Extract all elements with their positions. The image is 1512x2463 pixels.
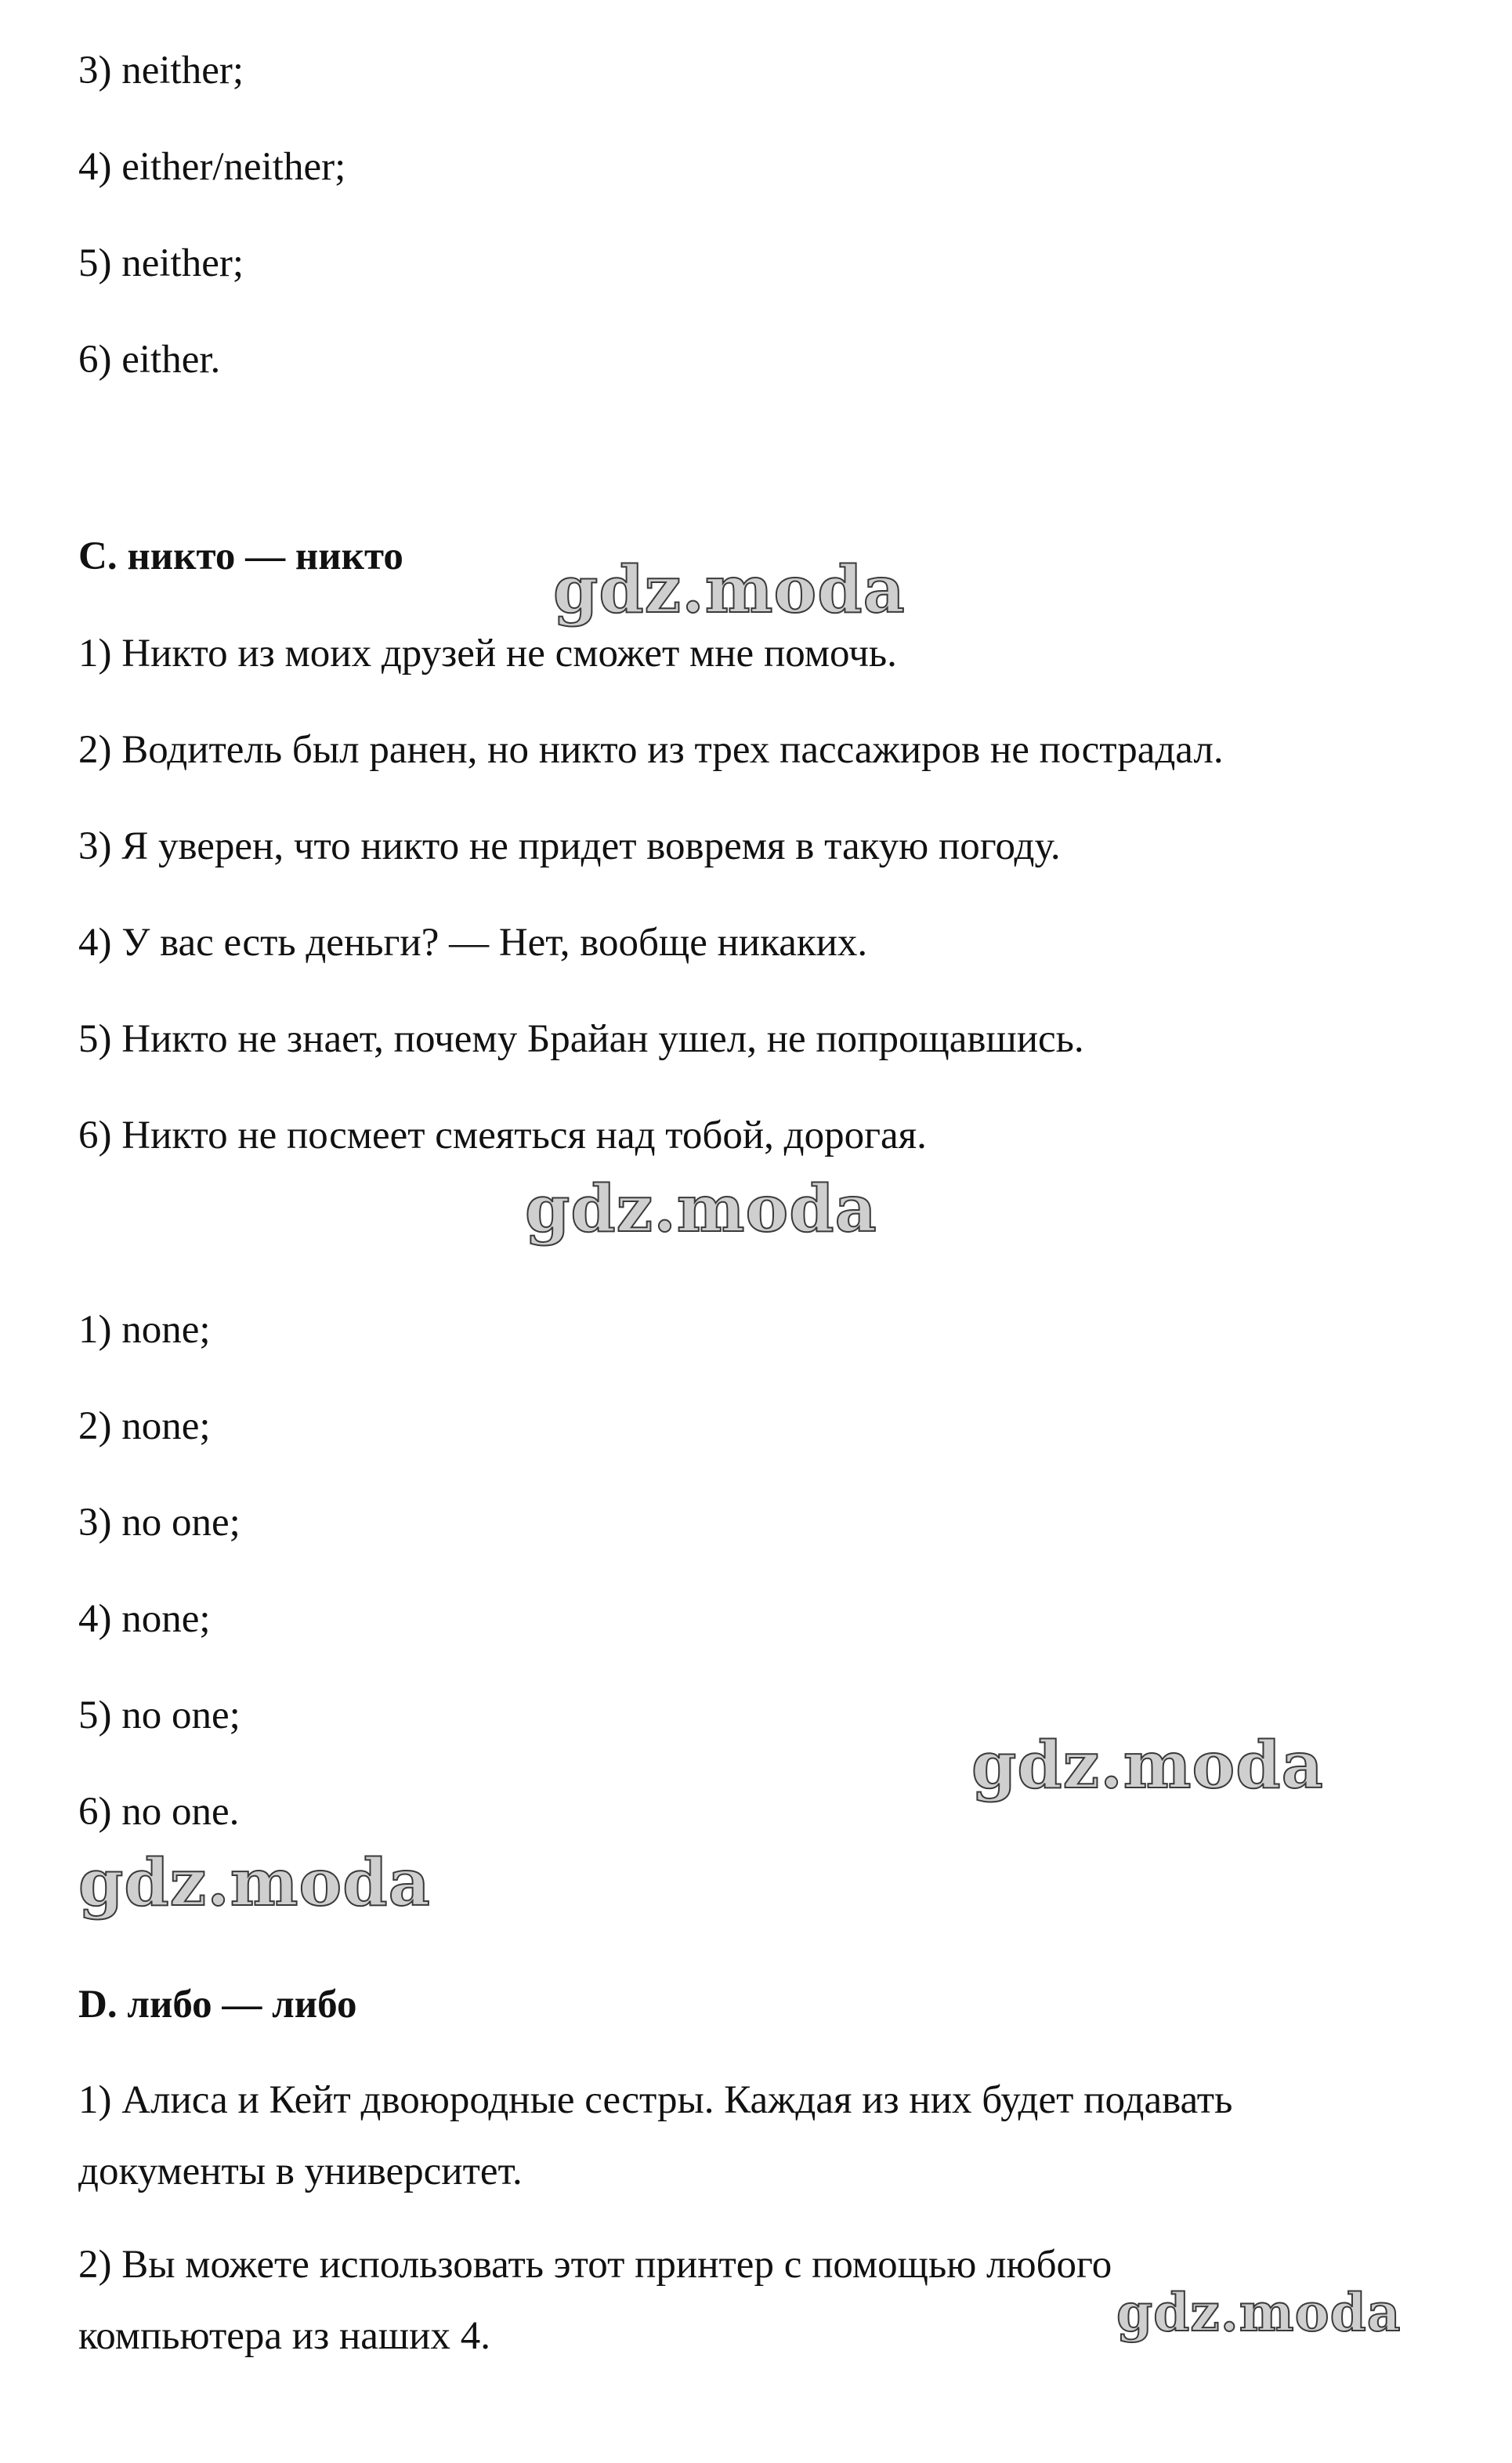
c-translation-2: 2) Водитель был ранен, но никто из трех пассажиров не пострадал. [78, 728, 1224, 772]
d-translation-1-line-1: 1) Алиса и Кейт двоюродные сестры. Каждая из них будет подавать [78, 2078, 1233, 2122]
watermark: gdz.moda [525, 1172, 877, 1247]
c-answer-3: 3) no one; [78, 1501, 241, 1545]
watermark: gdz.moda [553, 552, 906, 628]
d-translation-2-line-1: 2) Вы можете использовать этот принтер с помощью любого [78, 2243, 1112, 2287]
watermark: gdz.moda [78, 1845, 431, 1921]
c-answer-2: 2) none; [78, 1404, 211, 1448]
b-answer-4: 4) either/neither; [78, 145, 346, 189]
watermark: gdz.moda [1116, 2282, 1402, 2343]
b-answer-6: 6) either. [78, 338, 221, 382]
c-translation-5: 5) Никто не знает, почему Брайан ушел, не попрощавшись. [78, 1017, 1084, 1061]
c-answer-1: 1) none; [78, 1308, 211, 1352]
c-answer-5: 5) no one; [78, 1693, 241, 1737]
b-answer-5: 5) neither; [78, 241, 244, 285]
c-translation-3: 3) Я уверен, что никто не придет вовремя в такую погоду. [78, 824, 1061, 868]
c-translation-1: 1) Никто из моих друзей не сможет мне помочь. [78, 632, 897, 676]
section-c-heading: C. никто — никто [78, 534, 403, 578]
d-translation-2-line-2: компьютера из наших 4. [78, 2314, 490, 2358]
c-answer-4: 4) none; [78, 1597, 211, 1641]
c-translation-4: 4) У вас есть деньги? — Нет, вообще никаких. [78, 921, 868, 965]
c-answer-6: 6) no one. [78, 1790, 240, 1834]
d-translation-1-line-2: документы в университет. [78, 2150, 523, 2193]
b-answer-3: 3) neither; [78, 49, 244, 92]
c-translation-6: 6) Никто не посмеет смеяться над тобой, дорогая. [78, 1114, 927, 1157]
section-d-heading: D. либо — либо [78, 1983, 357, 2027]
watermark: gdz.moda [971, 1728, 1324, 1803]
